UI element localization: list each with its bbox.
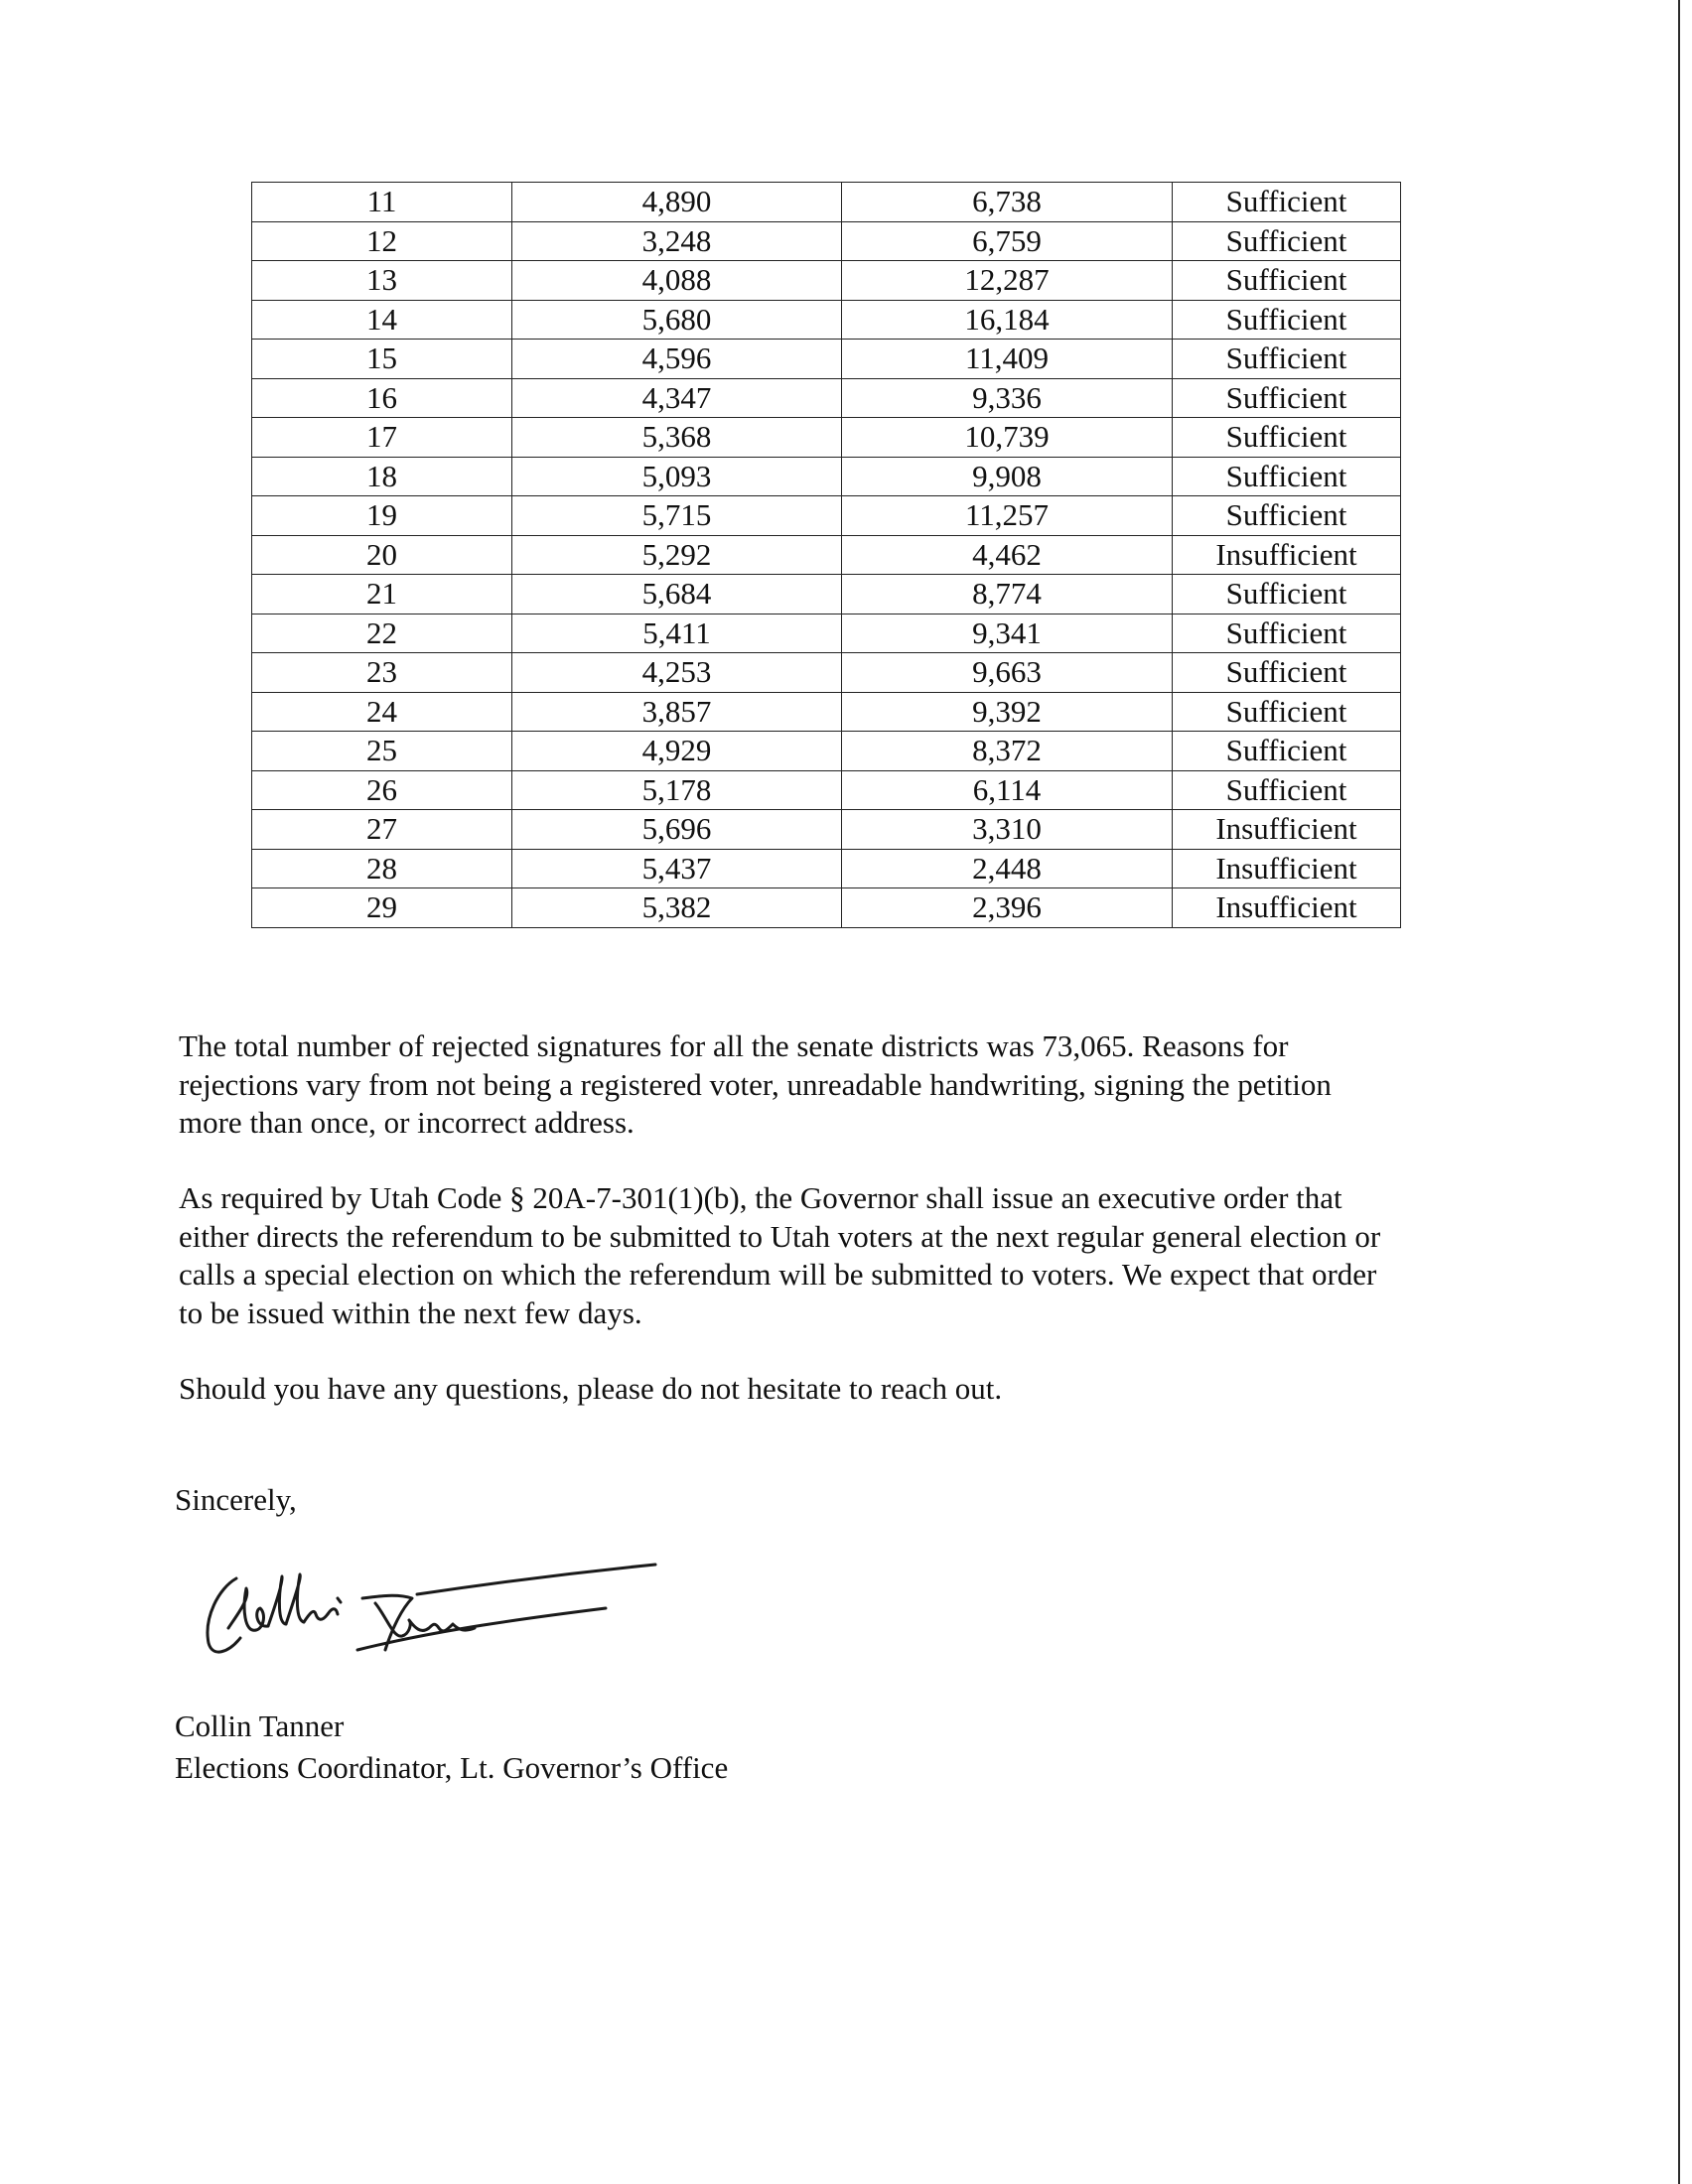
table-row [252,183,1401,222]
district-cell: 24 [252,692,512,732]
required-signatures-cell: 5,292 [512,535,842,575]
status-cell: Sufficient [1173,457,1401,496]
table-row [252,457,1401,496]
district-cell: 12 [252,221,512,261]
signer-name: Collin Tanner [175,1708,345,1743]
paragraph-line: either directs the referendum to be submitted to Utah voters at the next regular general election or [179,1218,1381,1254]
verified-signatures-cell: 9,663 [842,653,1173,693]
table-row [252,418,1401,458]
district-cell: 23 [252,653,512,693]
required-signatures-cell: 3,857 [512,692,842,732]
status-cell: Insufficient [1173,535,1401,575]
executive-order-paragraph [179,1179,1499,1332]
district-cell: 16 [252,378,512,418]
status-cell: Sufficient [1173,340,1401,379]
paragraph-line: more than once, or incorrect address. [179,1105,634,1140]
verified-signatures-cell: 9,908 [842,457,1173,496]
table-row [252,535,1401,575]
table-row [252,496,1401,536]
verified-signatures-cell: 6,738 [842,183,1173,222]
district-cell: 15 [252,340,512,379]
status-cell: Insufficient [1173,888,1401,928]
status-cell: Sufficient [1173,692,1401,732]
paragraph-line: The total number of rejected signatures for all the senate districts was 73,065. Reasons for [179,1028,1289,1063]
district-cell: 27 [252,810,512,850]
district-signature-table [251,182,1400,928]
verified-signatures-cell: 12,287 [842,261,1173,301]
district-cell: 17 [252,418,512,458]
status-cell: Sufficient [1173,496,1401,536]
status-cell: Sufficient [1173,300,1401,340]
paragraph-line: As required by Utah Code § 20A-7-301(1)(b), the Governor shall issue an executive order that [179,1180,1342,1215]
status-cell: Insufficient [1173,810,1401,850]
district-cell: 20 [252,535,512,575]
verified-signatures-cell: 11,257 [842,496,1173,536]
verified-signatures-cell: 8,372 [842,732,1173,771]
verified-signatures-cell: 6,114 [842,770,1173,810]
signer-title: Elections Coordinator, Lt. Governor’s Office [175,1750,729,1785]
verified-signatures-cell: 9,341 [842,614,1173,653]
table-row [252,810,1401,850]
required-signatures-cell: 4,088 [512,261,842,301]
verified-signatures-cell: 4,462 [842,535,1173,575]
required-signatures-cell: 4,253 [512,653,842,693]
verified-signatures-cell: 9,392 [842,692,1173,732]
table-row [252,849,1401,888]
questions-paragraph: Should you have any questions, please do not hesitate to reach out. [179,1371,1003,1406]
table-row [252,378,1401,418]
required-signatures-cell: 5,437 [512,849,842,888]
verified-signatures-cell: 2,448 [842,849,1173,888]
district-cell: 21 [252,575,512,614]
table-row [252,770,1401,810]
status-cell: Sufficient [1173,221,1401,261]
rejected-signatures-paragraph [179,1027,1499,1143]
table-row [252,261,1401,301]
required-signatures-cell: 5,411 [512,614,842,653]
signature-icon [199,1559,665,1678]
required-signatures-cell: 5,696 [512,810,842,850]
district-cell: 22 [252,614,512,653]
signature-table [251,182,1401,928]
district-cell: 13 [252,261,512,301]
status-cell: Sufficient [1173,183,1401,222]
required-signatures-cell: 5,178 [512,770,842,810]
required-signatures-cell: 4,890 [512,183,842,222]
required-signatures-cell: 4,929 [512,732,842,771]
handwritten-signature [199,1559,665,1683]
table-row [252,692,1401,732]
verified-signatures-cell: 6,759 [842,221,1173,261]
table-row [252,575,1401,614]
paragraph-line: to be issued within the next few days. [179,1295,642,1330]
table-row [252,614,1401,653]
paragraph-line: calls a special election on which the referendum will be submitted to voters. We expect that order [179,1257,1377,1292]
status-cell: Sufficient [1173,614,1401,653]
status-cell: Sufficient [1173,378,1401,418]
district-cell: 29 [252,888,512,928]
table-row [252,732,1401,771]
status-cell: Insufficient [1173,849,1401,888]
table-row [252,340,1401,379]
district-cell: 28 [252,849,512,888]
paragraph-line: rejections vary from not being a registered voter, unreadable handwriting, signing the petition [179,1066,1332,1102]
district-cell: 18 [252,457,512,496]
status-cell: Sufficient [1173,770,1401,810]
status-cell: Sufficient [1173,261,1401,301]
required-signatures-cell: 4,596 [512,340,842,379]
district-cell: 25 [252,732,512,771]
required-signatures-cell: 5,093 [512,457,842,496]
required-signatures-cell: 5,680 [512,300,842,340]
verified-signatures-cell: 2,396 [842,888,1173,928]
required-signatures-cell: 3,248 [512,221,842,261]
district-cell: 19 [252,496,512,536]
status-cell: Sufficient [1173,732,1401,771]
verified-signatures-cell: 10,739 [842,418,1173,458]
status-cell: Sufficient [1173,653,1401,693]
verified-signatures-cell: 8,774 [842,575,1173,614]
district-cell: 11 [252,183,512,222]
table-row [252,888,1401,928]
district-cell: 14 [252,300,512,340]
required-signatures-cell: 5,684 [512,575,842,614]
table-row [252,653,1401,693]
status-cell: Sufficient [1173,575,1401,614]
verified-signatures-cell: 16,184 [842,300,1173,340]
required-signatures-cell: 5,382 [512,888,842,928]
required-signatures-cell: 5,715 [512,496,842,536]
table-row [252,300,1401,340]
verified-signatures-cell: 3,310 [842,810,1173,850]
table-row [252,221,1401,261]
verified-signatures-cell: 11,409 [842,340,1173,379]
verified-signatures-cell: 9,336 [842,378,1173,418]
required-signatures-cell: 4,347 [512,378,842,418]
page-edge-line [1678,0,1680,2184]
required-signatures-cell: 5,368 [512,418,842,458]
table-body [252,183,1401,928]
district-cell: 26 [252,770,512,810]
status-cell: Sufficient [1173,418,1401,458]
closing-salutation: Sincerely, [175,1482,297,1517]
